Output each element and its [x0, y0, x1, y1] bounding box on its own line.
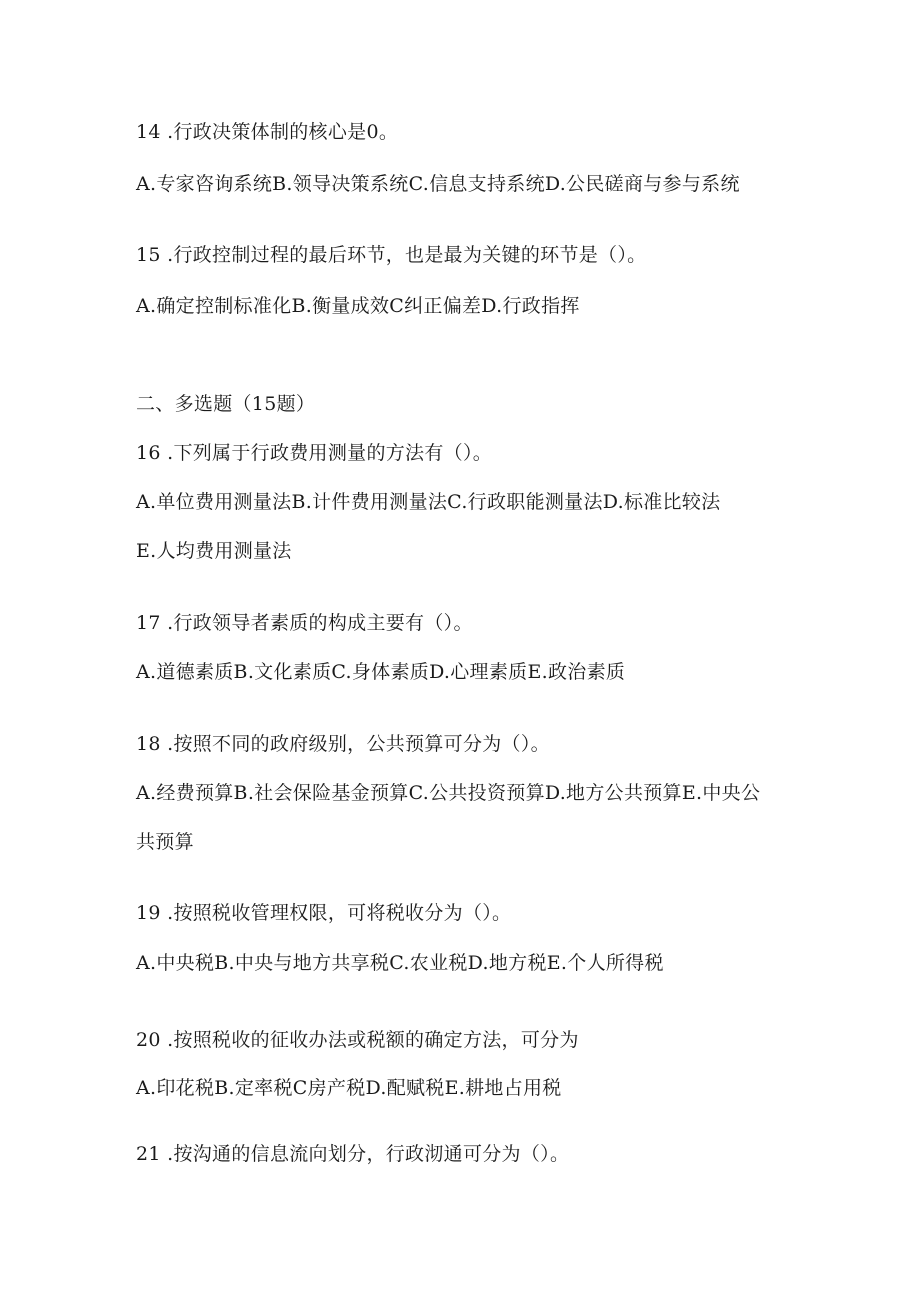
question-16: 16 .下列属于行政费用测量的方法有（）。	[136, 442, 493, 464]
options-17: A.道德素质B.文化素质C.身体素质D.心理素质E.政治素质	[136, 661, 626, 683]
question-15: 15 .行政控制过程的最后环节，也是最为关键的环节是（）。	[136, 244, 647, 266]
question-19: 19 .按照税收管理权限，可将税收分为（）。	[136, 902, 512, 924]
question-17: 17 .行政领导者素质的构成主要有（）。	[136, 612, 473, 634]
options-18: A.经费预算B.社会保险基金预算C.公共投资预算D.地方公共预算E.中央公	[136, 782, 761, 804]
options-20: A.印花税B.定率税C房产税D.配赋税E.耕地占用税	[136, 1077, 562, 1099]
question-18: 18 .按照不同的政府级别，公共预算可分为（）。	[136, 733, 550, 755]
question-21: 21 .按沟通的信息流向划分，行政沏通可分为（）。	[136, 1143, 570, 1165]
options-16: A.单位费用测量法B.计件费用测量法C.行政职能测量法D.标准比较法	[136, 491, 721, 513]
question-20: 20 .按照税收的征收办法或税额的确定方法，可分为	[136, 1029, 579, 1051]
question-14: 14 .行政决策体制的核心是0。	[136, 121, 399, 143]
options-18-cont: 共预算	[136, 831, 194, 853]
options-19: A.中央税B.中央与地方共享税C.农业税D.地方税E.个人所得税	[136, 952, 664, 974]
options-16-cont: E.人均费用测量法	[136, 540, 292, 562]
options-15: A.确定控制标准化B.衡量成效C纠正偏差D.行政指挥	[136, 295, 580, 317]
section-heading: 二、多选题（15题）	[136, 393, 316, 415]
options-14: A.专家咨询系统B.领导决策系统C.信息支持系统D.公民磋商与参与系统	[136, 173, 740, 195]
